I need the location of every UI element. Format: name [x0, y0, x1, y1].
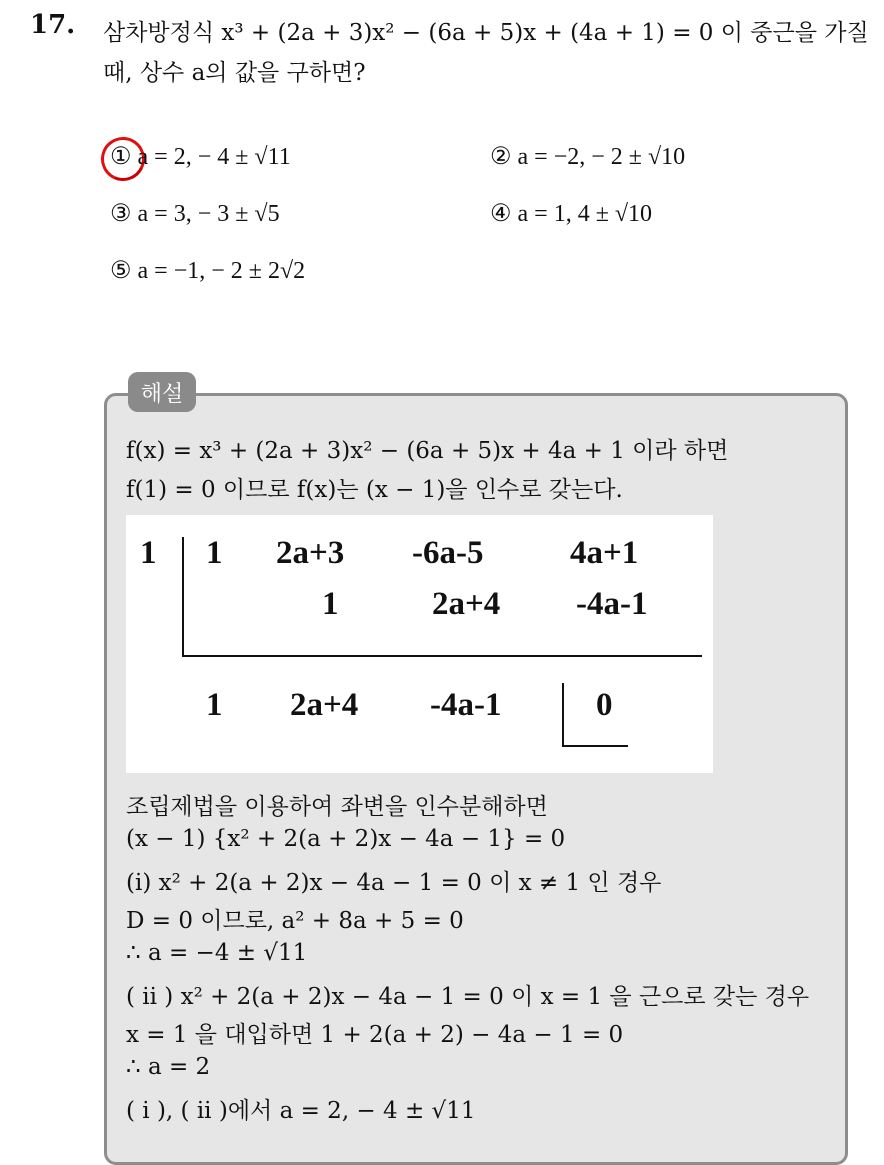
synth-r1-c3: -6a-5 — [412, 535, 484, 571]
problem-line-1: 삼차방정식 x³ + (2a + 3)x² − (6a + 5)x + (4a + 1) = 0 이 중근을 가질 — [103, 20, 869, 46]
solution-line-8: ( ii ) x² + 2(a + 2)x − 4a − 1 = 0 이 x = 1 을 근으로 갖는 경우 — [126, 984, 810, 1010]
solution-box — [104, 393, 848, 1165]
choice-4-text: a = 1, 4 ± √10 — [517, 201, 653, 227]
solution-line-2: f(1) = 0 이므로 f(x)는 (x − 1)을 인수로 갖는다. — [126, 477, 623, 503]
synth-remainder-bar — [562, 683, 564, 747]
synth-r3-c3: -4a-1 — [430, 687, 502, 723]
choice-3-label: ③ — [110, 201, 132, 227]
choice-2-text: a = −2, − 2 ± √10 — [517, 144, 686, 170]
choice-1-label: ① — [110, 144, 132, 170]
solution-line-6: D = 0 이므로, a² + 8a + 5 = 0 — [126, 908, 464, 934]
solution-line-7: ∴ a = −4 ± √11 — [126, 940, 308, 966]
choice-3-text: a = 3, − 3 ± √5 — [137, 201, 280, 227]
choice-5-text: a = −1, − 2 ± 2√2 — [137, 258, 306, 284]
choice-4[interactable] — [490, 199, 652, 228]
synth-r1-c4: 4a+1 — [570, 535, 639, 571]
solution-line-5: (i) x² + 2(a + 2)x − 4a − 1 = 0 이 x ≠ 1 인 경우 — [126, 870, 662, 896]
solution-tab: 해설 — [128, 372, 196, 412]
synth-left-bar — [182, 537, 184, 657]
synth-r2-c3: 2a+4 — [432, 586, 501, 622]
synthetic-division-table — [126, 515, 713, 773]
choice-3[interactable] — [110, 199, 280, 228]
problem-number: 17. — [30, 10, 76, 40]
solution-line-1: f(x) = x³ + (2a + 3)x² − (6a + 5)x + 4a + 1 이라 하면 — [126, 438, 729, 464]
choice-2-label: ② — [490, 144, 512, 170]
solution-line-11: ( i ), ( ii )에서 a = 2, − 4 ± √11 — [126, 1098, 476, 1124]
synth-remainder-underline — [562, 745, 628, 747]
synth-r1-c2: 2a+3 — [276, 535, 345, 571]
synth-sum-line — [182, 655, 702, 657]
synth-r3-c1: 1 — [206, 687, 223, 723]
synth-r3-c2: 2a+4 — [290, 687, 359, 723]
solution-line-4: (x − 1) {x² + 2(a + 2)x − 4a − 1} = 0 — [126, 826, 566, 852]
choice-1-text: a = 2, − 4 ± √11 — [137, 144, 291, 170]
choice-1[interactable] — [110, 142, 291, 171]
solution-line-10: ∴ a = 2 — [126, 1054, 211, 1080]
choice-5-label: ⑤ — [110, 258, 132, 284]
choice-4-label: ④ — [490, 201, 512, 227]
solution-line-9: x = 1 을 대입하면 1 + 2(a + 2) − 4a − 1 = 0 — [126, 1022, 624, 1048]
synth-r2-c2: 1 — [322, 586, 339, 622]
choice-2[interactable] — [490, 142, 685, 171]
solution-line-3: 조립제법을 이용하여 좌변을 인수분해하면 — [126, 794, 548, 820]
problem-line-2: 때, 상수 a의 값을 구하면? — [103, 60, 366, 86]
choice-5[interactable] — [110, 256, 305, 285]
synth-divisor: 1 — [140, 535, 157, 571]
synth-r2-c4: -4a-1 — [576, 586, 648, 622]
synth-remainder: 0 — [596, 687, 613, 723]
synth-r1-c1: 1 — [206, 535, 223, 571]
